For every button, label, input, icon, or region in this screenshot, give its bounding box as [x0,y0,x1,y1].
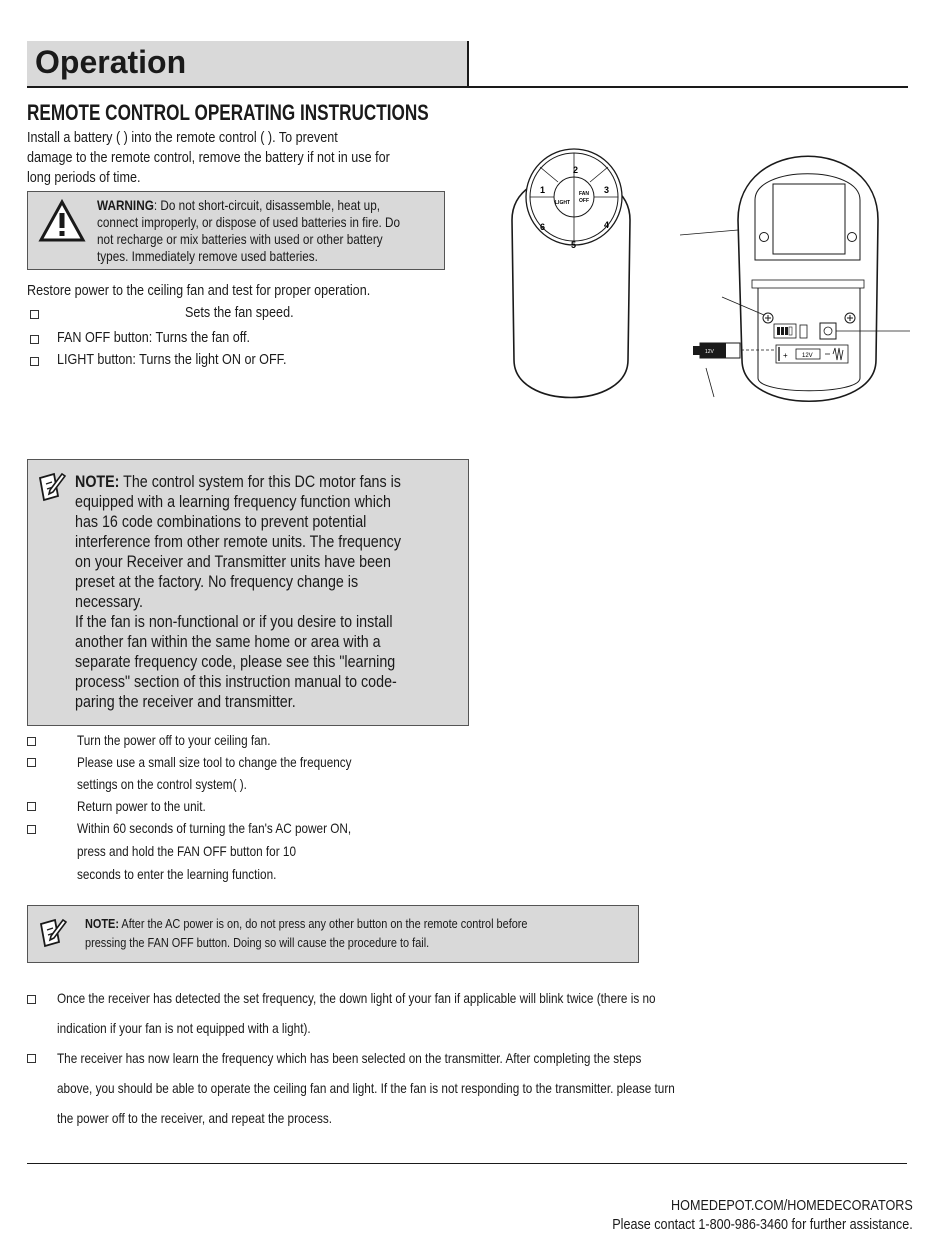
note-pencil-icon [36,470,66,502]
note1-line-3: has 16 code combinations to prevent potential [75,512,367,531]
final-step-2-line-2: above, you should be able to operate the ceiling fan and light. If the fan is not responding to the transmitter. please turn [57,1080,675,1096]
fan-off-label-1: FAN [579,191,589,197]
note1-line-5: on your Receiver and Transmitter units have been [75,552,391,571]
note1-line-9: another fan within the same home or area with a [75,632,381,651]
header-divider [467,41,469,88]
note1-line-7: necessary. [75,592,144,611]
light-button-label: LIGHT [555,200,570,206]
warning-icon [38,199,86,243]
button-6-label: 6 [540,222,546,232]
note1-line-4: interference from other remote units. The frequency [75,532,401,551]
step-3: Return power to the unit. [77,798,206,814]
leader-line [706,368,714,397]
final-step-2-line-1: The receiver has now learn the frequency which has been selected on the transmitter. After completing the steps [57,1050,642,1066]
step-1: Turn the power off to your ceiling fan. [77,732,271,748]
note1-line-12: paring the receiver and transmitter. [75,692,296,711]
checkbox-icon [27,737,36,746]
checkbox-icon [27,802,36,811]
remote-front [512,149,630,398]
remote-diagram [500,140,910,410]
step-2-line-1: Please use a small size tool to change the frequency [77,754,352,770]
final-step-2-line-3: the power off to the receiver, and repeat the process. [57,1110,333,1126]
checkbox-icon [27,995,36,1004]
warning-line-4: types. Immediately remove used batteries. [97,248,318,264]
warning-line-1: WARNING: Do not short-circuit, disassemble, heat up, [97,197,381,213]
restore-intro: Restore power to the ceiling fan and test for proper operation. [27,282,371,299]
warning-label: WARNING [97,197,154,213]
final-step-1-line-1: Once the receiver has detected the set frequency, the down light of your fan if applicable will blink twice (there is no [57,990,656,1006]
header-rule [27,86,908,88]
step-4-line-1: Within 60 seconds of turning the fan's AC power ON, [77,820,352,836]
footer-rule [27,1163,907,1164]
leader-line [680,230,738,235]
warning-line-2: connect improperly, or dispose of used batteries in fire. Do [97,214,401,230]
battery-label: 12V [705,349,714,355]
button-4-label: 4 [604,220,610,230]
button-5-label: 5 [571,240,577,250]
battery-slot-label: 12V [802,353,813,359]
restore-item-3: LIGHT button: Turns the light ON or OFF. [57,351,287,368]
restore-item-2: FAN OFF button: Turns the fan off. [57,329,251,346]
checkbox-icon [27,758,36,767]
button-3-label: 3 [604,185,610,195]
step-4-line-3: seconds to enter the learning function. [77,866,277,882]
note2-label: NOTE: [85,916,119,931]
warning-line-3: not recharge or mix batteries with used or other battery [97,231,383,247]
button-1-label: 1 [540,185,546,195]
note1-line-10: separate frequency code, please see this "learning [75,652,396,671]
restore-item-1: Sets the fan speed. [185,304,294,321]
install-line-1: Install a battery ( ) into the remote control ( ). To prevent [27,129,338,146]
plus-symbol: + [783,351,788,360]
checkbox-icon [27,825,36,834]
note1-label: NOTE: [75,472,120,491]
step-4-line-2: press and hold the FAN OFF button for 10 [77,843,296,859]
checkbox-icon [30,310,39,319]
note1-line-8: If the fan is non-functional or if you desire to install [75,612,393,631]
note1-line-6: preset at the factory. No frequency change is [75,572,359,591]
note2-line-2: pressing the FAN OFF button. Doing so will cause the procedure to fail. [85,935,430,950]
final-step-1-line-2: indication if your fan is not equipped with a light). [57,1020,311,1036]
step-2-line-2: settings on the control system( ). [77,776,247,792]
remote-back [738,156,878,401]
install-line-3: long periods of time. [27,169,141,186]
note1-line-11: process" section of this instruction manual to code- [75,672,397,691]
checkbox-icon [30,335,39,344]
fan-off-label-2: OFF [579,198,589,204]
note2-line-1: NOTE: After the AC power is on, do not press any other button on the remote control before [85,916,528,931]
footer-url: HOMEDEPOT.COM/HOMEDECORATORS [671,1197,913,1214]
note1-line-1: NOTE: The control system for this DC motor fans is [75,472,401,491]
install-line-2: damage to the remote control, remove the battery if not in use for [27,149,390,166]
checkbox-icon [27,1054,36,1063]
section-title: REMOTE CONTROL OPERATING INSTRUCTIONS [27,100,429,125]
note1-line-2: equipped with a learning frequency function which [75,492,391,511]
button-2-label: 2 [573,165,579,175]
note-pencil-icon [37,916,67,948]
checkbox-icon [30,357,39,366]
footer-contact: Please contact 1-800-986-3460 for further assistance. [612,1216,913,1233]
page-title: Operation [35,44,187,80]
